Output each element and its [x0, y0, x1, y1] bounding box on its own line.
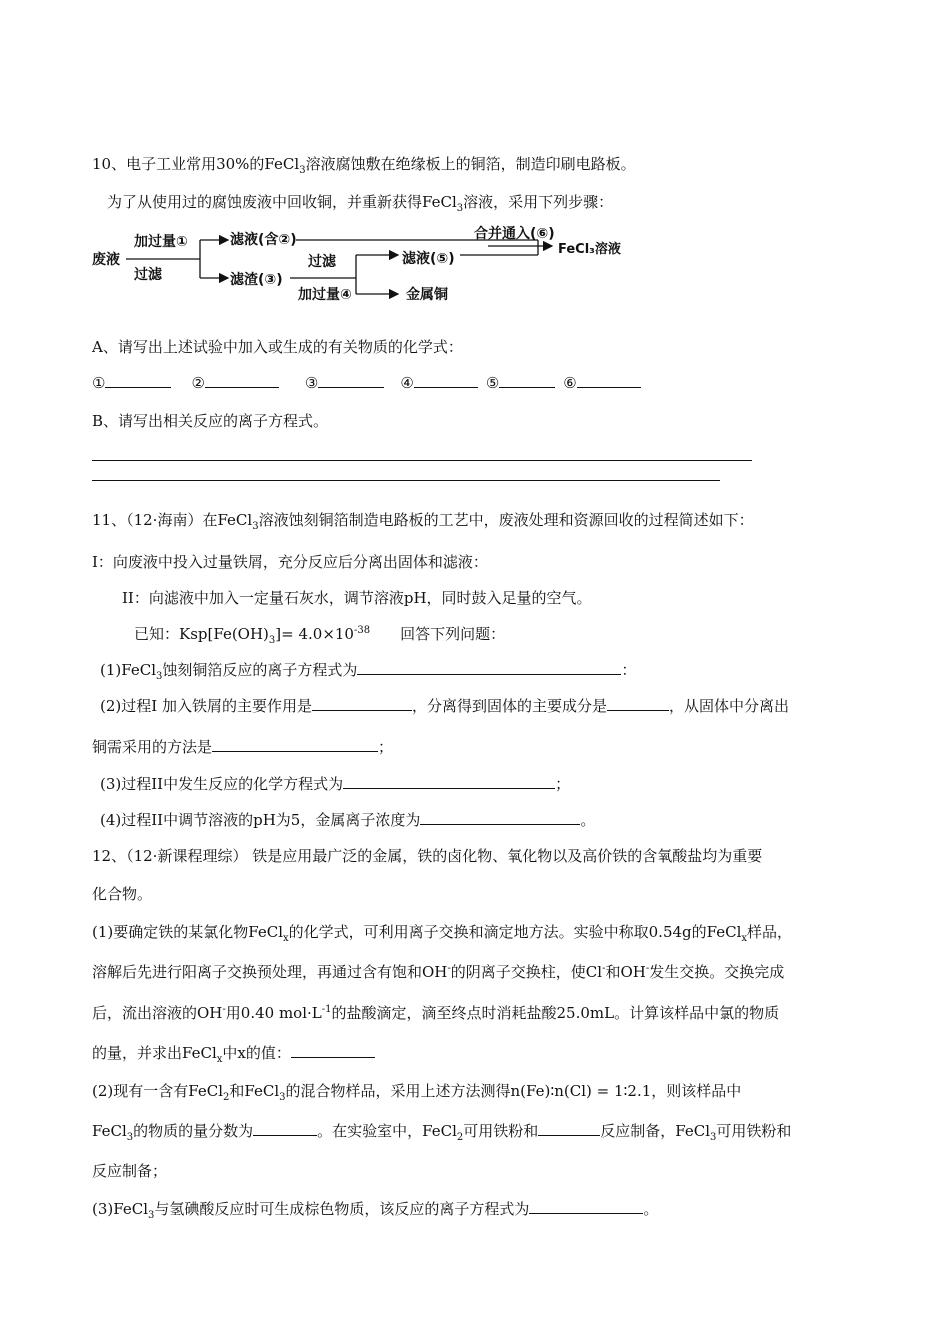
answer-blank-2[interactable]	[205, 373, 279, 388]
blank-label-5: ⑤	[485, 374, 500, 392]
q10-line1: 10、电子工业常用30%的FeCl$_3$溶液腐蚀敷在绝缘板上的铜箔，制造印刷电路板。	[92, 155, 636, 176]
q11-heading: 11、（12·海南）在FeCl$_3$溶液蚀刻铜箔制造电路板的工艺中，废液处理和资源回收的过程简述如下：	[92, 511, 754, 532]
answer-blank-q11-3[interactable]	[343, 774, 555, 789]
q12-p6: FeCl$_3$的物质的量分数为 。在实验室中，FeCl$_2$可用铁粉和 反应制备，FeCl$_3$可用铁粉和	[92, 1122, 792, 1143]
answer-line-2[interactable]	[92, 480, 720, 481]
q11-step2: II：向滤液中加入一定量石灰水，调节溶液pH，同时鼓入足量的空气。	[122, 589, 592, 607]
answer-blank-q11-4[interactable]	[420, 810, 580, 825]
blank-label-2: ②	[191, 374, 205, 392]
q11-known: 已知：$Ksp[Fe(OH)_3]= 4.0\times 10^{-38}$ 回答下列问题：	[134, 625, 506, 646]
flow-copper: 金属铜	[406, 287, 448, 303]
q10-blanks-row	[92, 373, 641, 393]
q12-heading: 12、（12·新课程理综） 铁是应用最广泛的金属，铁的卤化物、氧化物以及高价铁的含氧酸盐均为重要	[92, 847, 763, 865]
flow-residue3: 滤渣(③)	[230, 272, 283, 288]
q11-sub4: (4)过程II中调节溶液的pH为5，金属离子浓度为 。	[100, 811, 596, 829]
flow-filter1: 过滤	[134, 267, 162, 283]
answer-blank-3[interactable]	[318, 373, 384, 388]
answer-blank-q12-3[interactable]	[529, 1199, 643, 1214]
answer-blank-q11-1[interactable]	[357, 660, 621, 675]
q10-part-b: B、请写出相关反应的离子方程式。	[92, 412, 329, 430]
answer-blank-q11-2a[interactable]	[312, 696, 412, 711]
flow-filtrate5: 滤液(⑤)	[402, 251, 455, 267]
q12-p8: (3)FeCl$_3$与氢碘酸反应时可生成棕色物质，该反应的离子方程式为 。	[92, 1200, 659, 1221]
blank-label-1: ①	[92, 374, 106, 392]
answer-blank-q11-2c[interactable]	[212, 737, 378, 752]
q10-number: 10、	[92, 155, 127, 173]
answer-blank-q12-reagent1[interactable]	[538, 1121, 600, 1136]
answer-blank-6[interactable]	[577, 373, 641, 388]
q12-p7: 反应制备；	[92, 1162, 168, 1180]
q11-step1: I：向废液中投入过量铁屑，充分反应后分离出固体和滤液：	[92, 553, 488, 571]
flow-merge6: 合并通入(⑥)	[474, 226, 555, 242]
q10-part-a: A、请写出上述试验中加入或生成的有关物质的化学式：	[92, 338, 463, 356]
flow-add1: 加过量①	[134, 234, 188, 250]
flow-product: FeCl₃溶液	[558, 242, 621, 257]
answer-blank-q12-x[interactable]	[291, 1043, 375, 1058]
q12-heading-cont: 化合物。	[92, 885, 153, 903]
q12-p1: (1)要确定铁的某氯化物FeCl$_x$的化学式，可利用离子交换和滴定地方法。实验中称取0.54g的FeCl$_x$样品，	[92, 923, 793, 944]
answer-blank-5[interactable]	[499, 373, 555, 388]
blank-label-3: ③	[304, 374, 319, 392]
flow-filter2: 过滤	[308, 254, 336, 270]
q12-p4: 的量，并求出FeCl$_x$中x的值：	[92, 1043, 375, 1063]
flow-add4: 加过量④	[298, 287, 352, 303]
blank-label-4: ④	[400, 374, 414, 392]
answer-blank-4[interactable]	[414, 373, 478, 388]
flowchart	[88, 222, 648, 312]
q12-p2: 溶解后先进行阳离子交换预处理，再通过含有饱和OH-的阴离子交换柱，使Cl-和OH-发生交换。交换完成	[92, 963, 785, 981]
q11-sub2-cont: 铜需采用的方法是 ；	[92, 738, 394, 756]
answer-line-1[interactable]	[92, 460, 752, 461]
answer-blank-1[interactable]	[105, 373, 171, 388]
q11-sub1: (1)FeCl$_3$蚀刻铜箔反应的离子方程式为 ：	[100, 661, 637, 682]
q10-line2: 为了从使用过的腐蚀废液中回收铜，并重新获得FeCl$_3$溶液，采用下列步骤：	[107, 193, 614, 214]
q12-p3: 后，流出溶液的OH-用0.40 $mol\cdot L^{-1}$的盐酸滴定，滴至终点时消耗盐酸25.0mL。计算该样品中氯的物质	[92, 1004, 780, 1022]
flow-filtrate2: 滤液(含②)	[230, 232, 297, 248]
q11-sub2: (2)过程I 加入铁屑的主要作用是 ，分离得到固体的主要成分是 ，从固体中分离出	[100, 697, 789, 715]
flow-waste: 废液	[92, 252, 120, 268]
q12-p5: (2)现有一含有FeCl$_2$和FeCl$_3$的混合物样品，采用上述方法测得n(Fe)∶n(Cl) = 1∶2.1，则该样品中	[92, 1082, 742, 1103]
answer-blank-q11-2b[interactable]	[607, 696, 669, 711]
q11-sub3: (3)过程II中发生反应的化学方程式为 ；	[100, 775, 571, 793]
answer-blank-q12-fraction[interactable]	[253, 1121, 317, 1136]
blank-label-6: ⑥	[563, 374, 577, 392]
